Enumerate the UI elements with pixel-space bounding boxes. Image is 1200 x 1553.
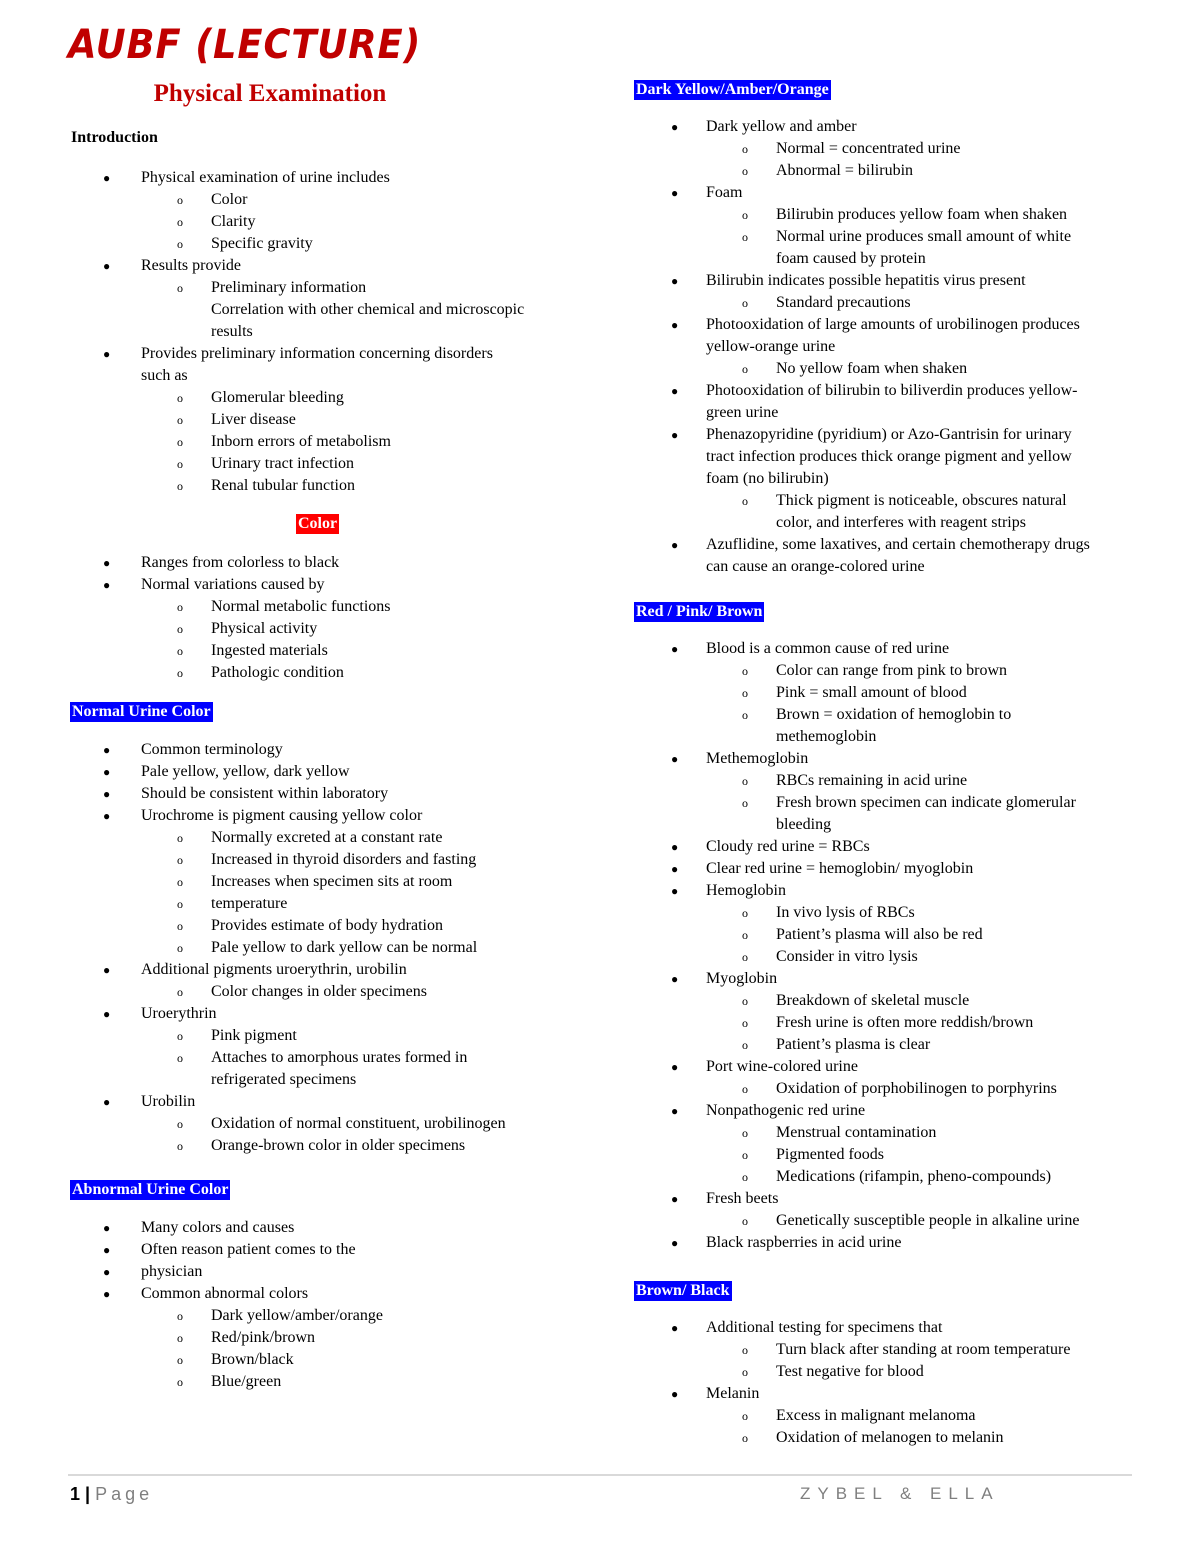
list-item: Bilirubin produces yellow foam when shaken (776, 206, 1068, 223)
list-item: physician (141, 1263, 203, 1280)
circle-bullet-icon: o (742, 494, 748, 508)
circle-bullet-icon: o (742, 994, 748, 1008)
circle-bullet-icon: o (177, 875, 183, 889)
list-item: green urine (706, 404, 779, 421)
list-item: such as (141, 367, 188, 384)
bullet-icon: ● (103, 809, 111, 823)
list-item: Brown/black (211, 1351, 294, 1368)
circle-bullet-icon: o (177, 1139, 183, 1153)
circle-bullet-icon: o (177, 1353, 183, 1367)
bullet-icon: ● (671, 1060, 679, 1074)
bullet-icon: ● (103, 347, 111, 361)
list-item: Additional testing for specimens that (706, 1319, 943, 1336)
list-item: Urinary tract infection (211, 455, 355, 472)
list-item: Urobilin (141, 1093, 196, 1110)
list-item: Color (211, 191, 248, 208)
list-item: Excess in malignant melanoma (776, 1407, 976, 1424)
bullet-icon: ● (671, 1236, 679, 1250)
circle-bullet-icon: o (177, 1117, 183, 1131)
list-item: Orange-brown color in older specimens (211, 1137, 466, 1154)
list-item: can cause an orange-colored urine (706, 558, 925, 575)
bullet-icon: ● (103, 1095, 111, 1109)
list-item: No yellow foam when shaken (776, 360, 968, 377)
bullet-icon: ● (671, 1192, 679, 1206)
bullet-icon: ● (103, 1265, 111, 1279)
circle-bullet-icon: o (742, 1431, 748, 1445)
list-item: Patient’s plasma will also be red (776, 926, 983, 943)
list-item: Ranges from colorless to black (141, 554, 340, 571)
circle-bullet-icon: o (742, 296, 748, 310)
list-item: Correlation with other chemical and microscopic (211, 301, 525, 318)
circle-bullet-icon: o (742, 1170, 748, 1184)
circle-bullet-icon: o (742, 950, 748, 964)
list-item: Physical examination of urine includes (141, 169, 390, 186)
section-heading-normal-urine-color: Normal Urine Color (72, 703, 211, 720)
circle-bullet-icon: o (177, 1375, 183, 1389)
list-item: Myoglobin (706, 970, 778, 987)
list-item: Glomerular bleeding (211, 389, 344, 406)
list-item: Methemoglobin (706, 750, 809, 767)
circle-bullet-icon: o (742, 664, 748, 678)
bullet-icon: ● (671, 318, 679, 332)
list-item: Normal variations caused by (141, 576, 325, 593)
list-item: Photooxidation of large amounts of urobilinogen produces (706, 316, 1080, 333)
circle-bullet-icon: o (177, 1051, 183, 1065)
list-item: Ingested materials (211, 642, 328, 659)
circle-bullet-icon: o (177, 215, 183, 229)
circle-bullet-icon: o (177, 413, 183, 427)
list-item: Dark yellow/amber/orange (211, 1307, 383, 1324)
list-item: Cloudy red urine = RBCs (706, 838, 870, 855)
list-item: Nonpathogenic red urine (706, 1102, 866, 1119)
circle-bullet-icon: o (742, 708, 748, 722)
circle-bullet-icon: o (177, 1331, 183, 1345)
list-item: Thick pigment is noticeable, obscures natural (776, 492, 1067, 509)
list-item: Should be consistent within laboratory (141, 785, 389, 802)
page-separator: | (85, 1484, 91, 1504)
circle-bullet-icon: o (742, 906, 748, 920)
bullet-icon: ● (103, 259, 111, 273)
list-item: Increases when specimen sits at room (211, 873, 453, 890)
list-item: Photooxidation of bilirubin to biliverdin produces yellow- (706, 382, 1078, 399)
bullet-icon: ● (103, 765, 111, 779)
list-item: Results provide (141, 257, 241, 274)
circle-bullet-icon: o (177, 644, 183, 658)
circle-bullet-icon: o (742, 230, 748, 244)
bullet-icon: ● (671, 274, 679, 288)
list-item: Provides estimate of body hydration (211, 917, 443, 934)
list-item: Clarity (211, 213, 256, 230)
section-heading-dark-yellow: Dark Yellow/Amber/Orange (636, 81, 829, 98)
circle-bullet-icon: o (177, 600, 183, 614)
footer-authors: ZYBEL & ELLA (800, 1484, 1000, 1503)
bullet-icon: ● (103, 556, 111, 570)
bullet-icon: ● (671, 1104, 679, 1118)
list-item: Blood is a common cause of red urine (706, 640, 950, 657)
circle-bullet-icon: o (742, 1038, 748, 1052)
circle-bullet-icon: o (742, 164, 748, 178)
circle-bullet-icon: o (742, 1409, 748, 1423)
circle-bullet-icon: o (742, 1082, 748, 1096)
bullet-icon: ● (671, 972, 679, 986)
section-heading-color: Color (298, 515, 338, 532)
bullet-icon: ● (103, 171, 111, 185)
bullet-icon: ● (671, 120, 679, 134)
list-item: Azuflidine, some laxatives, and certain chemotherapy drugs (706, 536, 1090, 553)
circle-bullet-icon: o (177, 281, 183, 295)
bullet-icon: ● (671, 1321, 679, 1335)
list-item: Normal = concentrated urine (776, 140, 961, 157)
document-title: AUBF (LECTURE) (68, 22, 422, 68)
list-item: results (211, 323, 253, 340)
list-item: tract infection produces thick orange pigment and yellow (706, 448, 1072, 465)
list-item: Fresh beets (706, 1190, 779, 1207)
list-item: foam caused by protein (776, 250, 926, 267)
list-item: Renal tubular function (211, 477, 355, 494)
bullet-icon: ● (103, 1007, 111, 1021)
section-heading-brown-black: Brown/ Black (636, 1282, 730, 1299)
circle-bullet-icon: o (742, 1214, 748, 1228)
list-item: Inborn errors of metabolism (211, 433, 391, 450)
bullet-icon: ● (103, 1243, 111, 1257)
list-item: Phenazopyridine (pyridium) or Azo-Gantrisin for urinary (706, 426, 1072, 443)
circle-bullet-icon: o (177, 919, 183, 933)
circle-bullet-icon: o (177, 941, 183, 955)
list-item: Genetically susceptible people in alkaline urine (776, 1212, 1080, 1229)
list-item: Foam (706, 184, 743, 201)
list-item: Liver disease (211, 411, 296, 428)
list-item: Specific gravity (211, 235, 313, 252)
list-item: Color can range from pink to brown (776, 662, 1008, 679)
list-item: Brown = oxidation of hemoglobin to (776, 706, 1012, 723)
list-item: Bilirubin indicates possible hepatitis virus present (706, 272, 1026, 289)
list-item: Normal metabolic functions (211, 598, 391, 615)
circle-bullet-icon: o (177, 622, 183, 636)
bullet-icon: ● (671, 840, 679, 854)
section-heading-red-pink-brown: Red / Pink/ Brown (636, 603, 763, 620)
bullet-icon: ● (103, 787, 111, 801)
bullet-icon: ● (671, 538, 679, 552)
list-item: Clear red urine = hemoglobin/ myoglobin (706, 860, 974, 877)
list-item: Menstrual contamination (776, 1124, 937, 1141)
bullet-icon: ● (671, 862, 679, 876)
bullet-icon: ● (671, 642, 679, 656)
document-subtitle: Physical Examination (153, 80, 387, 107)
footer-divider (68, 1474, 1132, 1476)
list-item: Standard precautions (776, 294, 911, 311)
list-item: Often reason patient comes to the (141, 1241, 356, 1258)
bullet-icon: ● (671, 384, 679, 398)
circle-bullet-icon: o (742, 362, 748, 376)
circle-bullet-icon: o (742, 796, 748, 810)
circle-bullet-icon: o (742, 142, 748, 156)
list-item: bleeding (776, 816, 832, 833)
list-item: Fresh brown specimen can indicate glomerular (776, 794, 1076, 811)
list-item: Increased in thyroid disorders and fasting (211, 851, 477, 868)
list-item: Test negative for blood (776, 1363, 924, 1380)
list-item: methemoglobin (776, 728, 877, 745)
circle-bullet-icon: o (177, 237, 183, 251)
list-item: Oxidation of normal constituent, urobilinogen (211, 1115, 506, 1132)
page-number: 1 (70, 1484, 81, 1504)
list-item: temperature (211, 895, 288, 912)
list-item: Preliminary information (211, 279, 367, 296)
list-item: Attaches to amorphous urates formed in (211, 1049, 468, 1066)
list-item: Breakdown of skeletal muscle (776, 992, 970, 1009)
list-item: Oxidation of porphobilinogen to porphyrins (776, 1080, 1057, 1097)
list-item: Oxidation of melanogen to melanin (776, 1429, 1004, 1446)
circle-bullet-icon: o (177, 897, 183, 911)
list-item: Normal urine produces small amount of white (776, 228, 1072, 245)
list-item: Red/pink/brown (211, 1329, 315, 1346)
list-item: Pigmented foods (776, 1146, 884, 1163)
circle-bullet-icon: o (177, 1029, 183, 1043)
circle-bullet-icon: o (177, 853, 183, 867)
list-item: Pathologic condition (211, 664, 344, 681)
list-item: Provides preliminary information concerning disorders (141, 345, 493, 362)
list-item: Physical activity (211, 620, 318, 637)
list-item: Normally excreted at a constant rate (211, 829, 443, 846)
circle-bullet-icon: o (742, 1016, 748, 1030)
circle-bullet-icon: o (177, 1309, 183, 1323)
list-item: foam (no bilirubin) (706, 470, 829, 487)
list-item: Many colors and causes (141, 1219, 295, 1236)
list-item: Common abnormal colors (141, 1285, 309, 1302)
section-heading-introduction: Introduction (71, 129, 158, 146)
list-item: RBCs remaining in acid urine (776, 772, 968, 789)
list-item: Turn black after standing at room temperature (776, 1341, 1071, 1358)
circle-bullet-icon: o (742, 1365, 748, 1379)
circle-bullet-icon: o (742, 928, 748, 942)
list-item: Hemoglobin (706, 882, 786, 899)
list-item: Urochrome is pigment causing yellow color (141, 807, 423, 824)
list-item: Blue/green (211, 1373, 282, 1390)
circle-bullet-icon: o (742, 1343, 748, 1357)
circle-bullet-icon: o (177, 666, 183, 680)
bullet-icon: ● (103, 578, 111, 592)
footer-page-label (70, 1484, 153, 1505)
list-item: Melanin (706, 1385, 760, 1402)
circle-bullet-icon: o (177, 985, 183, 999)
list-item: Common terminology (141, 741, 283, 758)
circle-bullet-icon: o (742, 686, 748, 700)
circle-bullet-icon: o (177, 457, 183, 471)
circle-bullet-icon: o (177, 479, 183, 493)
list-item: yellow-orange urine (706, 338, 836, 355)
bullet-icon: ● (103, 1287, 111, 1301)
list-item: In vivo lysis of RBCs (776, 904, 915, 921)
page-word: Page (95, 1484, 154, 1504)
list-item: Consider in vitro lysis (776, 948, 918, 965)
bullet-icon: ● (671, 752, 679, 766)
list-item: Patient’s plasma is clear (776, 1036, 931, 1053)
bullet-icon: ● (671, 186, 679, 200)
list-item: Pale yellow to dark yellow can be normal (211, 939, 478, 956)
circle-bullet-icon: o (742, 208, 748, 222)
circle-bullet-icon: o (742, 1148, 748, 1162)
list-item: Black raspberries in acid urine (706, 1234, 902, 1251)
list-item: Pale yellow, yellow, dark yellow (141, 763, 350, 780)
list-item: refrigerated specimens (211, 1071, 357, 1088)
bullet-icon: ● (103, 1221, 111, 1235)
list-item: Pink = small amount of blood (776, 684, 967, 701)
section-heading-abnormal-urine-color: Abnormal Urine Color (72, 1181, 229, 1198)
circle-bullet-icon: o (742, 774, 748, 788)
list-item: Medications (rifampin, pheno-compounds) (776, 1168, 1052, 1185)
list-item: Abnormal = bilirubin (776, 162, 914, 179)
circle-bullet-icon: o (742, 1126, 748, 1140)
circle-bullet-icon: o (177, 831, 183, 845)
bullet-icon: ● (671, 884, 679, 898)
list-item: Dark yellow and amber (706, 118, 857, 135)
circle-bullet-icon: o (177, 435, 183, 449)
list-item: Fresh urine is often more reddish/brown (776, 1014, 1034, 1031)
bullet-icon: ● (103, 963, 111, 977)
list-item: Additional pigments uroerythrin, urobilin (141, 961, 407, 978)
circle-bullet-icon: o (177, 193, 183, 207)
bullet-icon: ● (671, 1387, 679, 1401)
bullet-icon: ● (103, 743, 111, 757)
bullet-icon: ● (671, 428, 679, 442)
list-item: Uroerythrin (141, 1005, 217, 1022)
list-item: Pink pigment (211, 1027, 297, 1044)
circle-bullet-icon: o (177, 391, 183, 405)
list-item: Port wine-colored urine (706, 1058, 858, 1075)
list-item: color, and interferes with reagent strips (776, 514, 1026, 531)
list-item: Color changes in older specimens (211, 983, 427, 1000)
